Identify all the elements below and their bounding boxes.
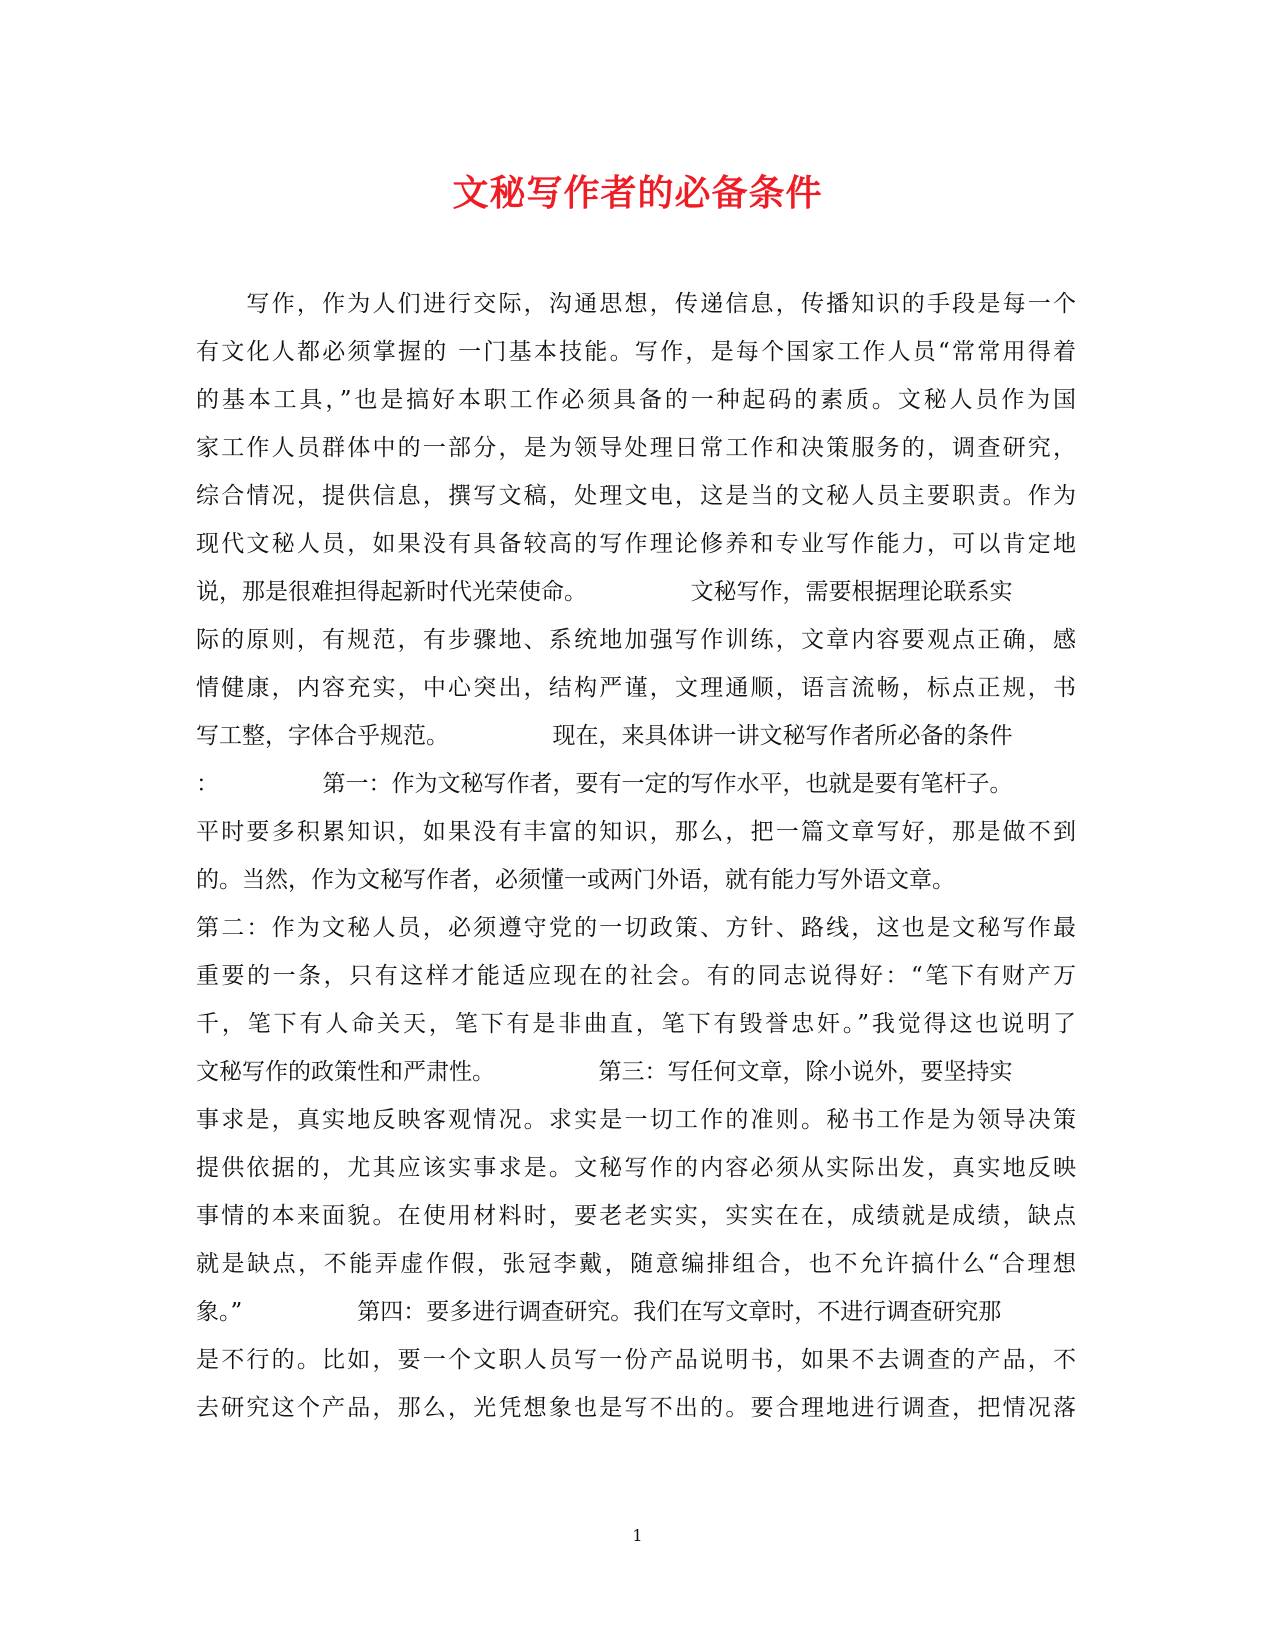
- body-line: 有文化人都必须掌握的 一门基本技能。写作，是每个国家工作人员“常常用得着: [196, 339, 1076, 365]
- body-line: 第二：作为文秘人员，必须遵守党的一切政策、方针、路线，这也是文秘写作最: [196, 915, 1076, 941]
- body-line: 说，那是很难担得起新时代光荣使命。 文秘写作，需要根据理论联系实: [196, 579, 1013, 605]
- document-title: 文秘写作者的必备条件: [452, 172, 823, 214]
- body-line: 情健康，内容充实，中心突出，结构严谨，文理通顺，语言流畅，标点正规，书: [196, 675, 1076, 701]
- body-line: 的。当然，作为文秘写作者，必须懂一或两门外语，就有能力写外语文章。: [196, 867, 955, 893]
- body-line: ： 第一：作为文秘写作者，要有一定的写作水平，也就是要有笔杆子。: [196, 771, 1013, 797]
- body-line: 际的原则，有规范，有步骤地、系统地加强写作训练，文章内容要观点正确，感: [196, 627, 1076, 653]
- body-line: 事求是，真实地反映客观情况。求实是一切工作的准则。秘书工作是为领导决策: [196, 1107, 1076, 1133]
- body-line: 现代文秘人员，如果没有具备较高的写作理论修养和专业写作能力，可以肯定地: [196, 531, 1076, 557]
- body-line: 综合情况，提供信息，撰写文稿，处理文电，这是当的文秘人员主要职责。作为: [196, 483, 1076, 509]
- body-line: 家工作人员群体中的一部分，是为领导处理日常工作和决策服务的，调查研究，: [196, 435, 1076, 461]
- body-line: 的基本工具，”也是搞好本职工作必须具备的一种起码的素质。文秘人员作为国: [196, 387, 1076, 413]
- body-line: 写作，作为人们进行交际，沟通思想，传递信息，传播知识的手段是每一个: [196, 291, 1076, 317]
- body-line: 平时要多积累知识，如果没有丰富的知识，那么，把一篇文章写好，那是做不到: [196, 819, 1076, 845]
- body-line: 写工整，字体合乎规范。 现在，来具体讲一讲文秘写作者所必备的条件: [196, 723, 1013, 749]
- body-line: 去研究这个产品，那么，光凭想象也是写不出的。要合理地进行调查，把情况落: [196, 1395, 1076, 1421]
- body-line: 重要的一条，只有这样才能适应现在的社会。有的同志说得好：“笔下有财产万: [196, 963, 1076, 989]
- body-line: 千，笔下有人命关天，笔下有是非曲直，笔下有毁誉忠奸。”我觉得这也说明了: [196, 1011, 1076, 1037]
- document-body: [196, 280, 1076, 1432]
- body-line: 是不行的。比如，要一个文职人员写一份产品说明书，如果不去调查的产品，不: [196, 1347, 1076, 1373]
- page-number: 1: [632, 1526, 643, 1545]
- body-line: 文秘写作的政策性和严肃性。 第三：写任何文章，除小说外，要坚持实: [196, 1059, 1013, 1085]
- body-line: 提供依据的，尤其应该实事求是。文秘写作的内容必须从实际出发，真实地反映: [196, 1155, 1076, 1181]
- body-line: 事情的本来面貌。在使用材料时，要老老实实，实实在在，成绩就是成绩，缺点: [196, 1203, 1076, 1229]
- body-line: 就是缺点，不能弄虚作假，张冠李戴，随意编排组合，也不允许搞什么“合理想: [196, 1251, 1076, 1277]
- body-line: 象。” 第四：要多进行调查研究。我们在写文章时，不进行调查研究那: [196, 1299, 1002, 1325]
